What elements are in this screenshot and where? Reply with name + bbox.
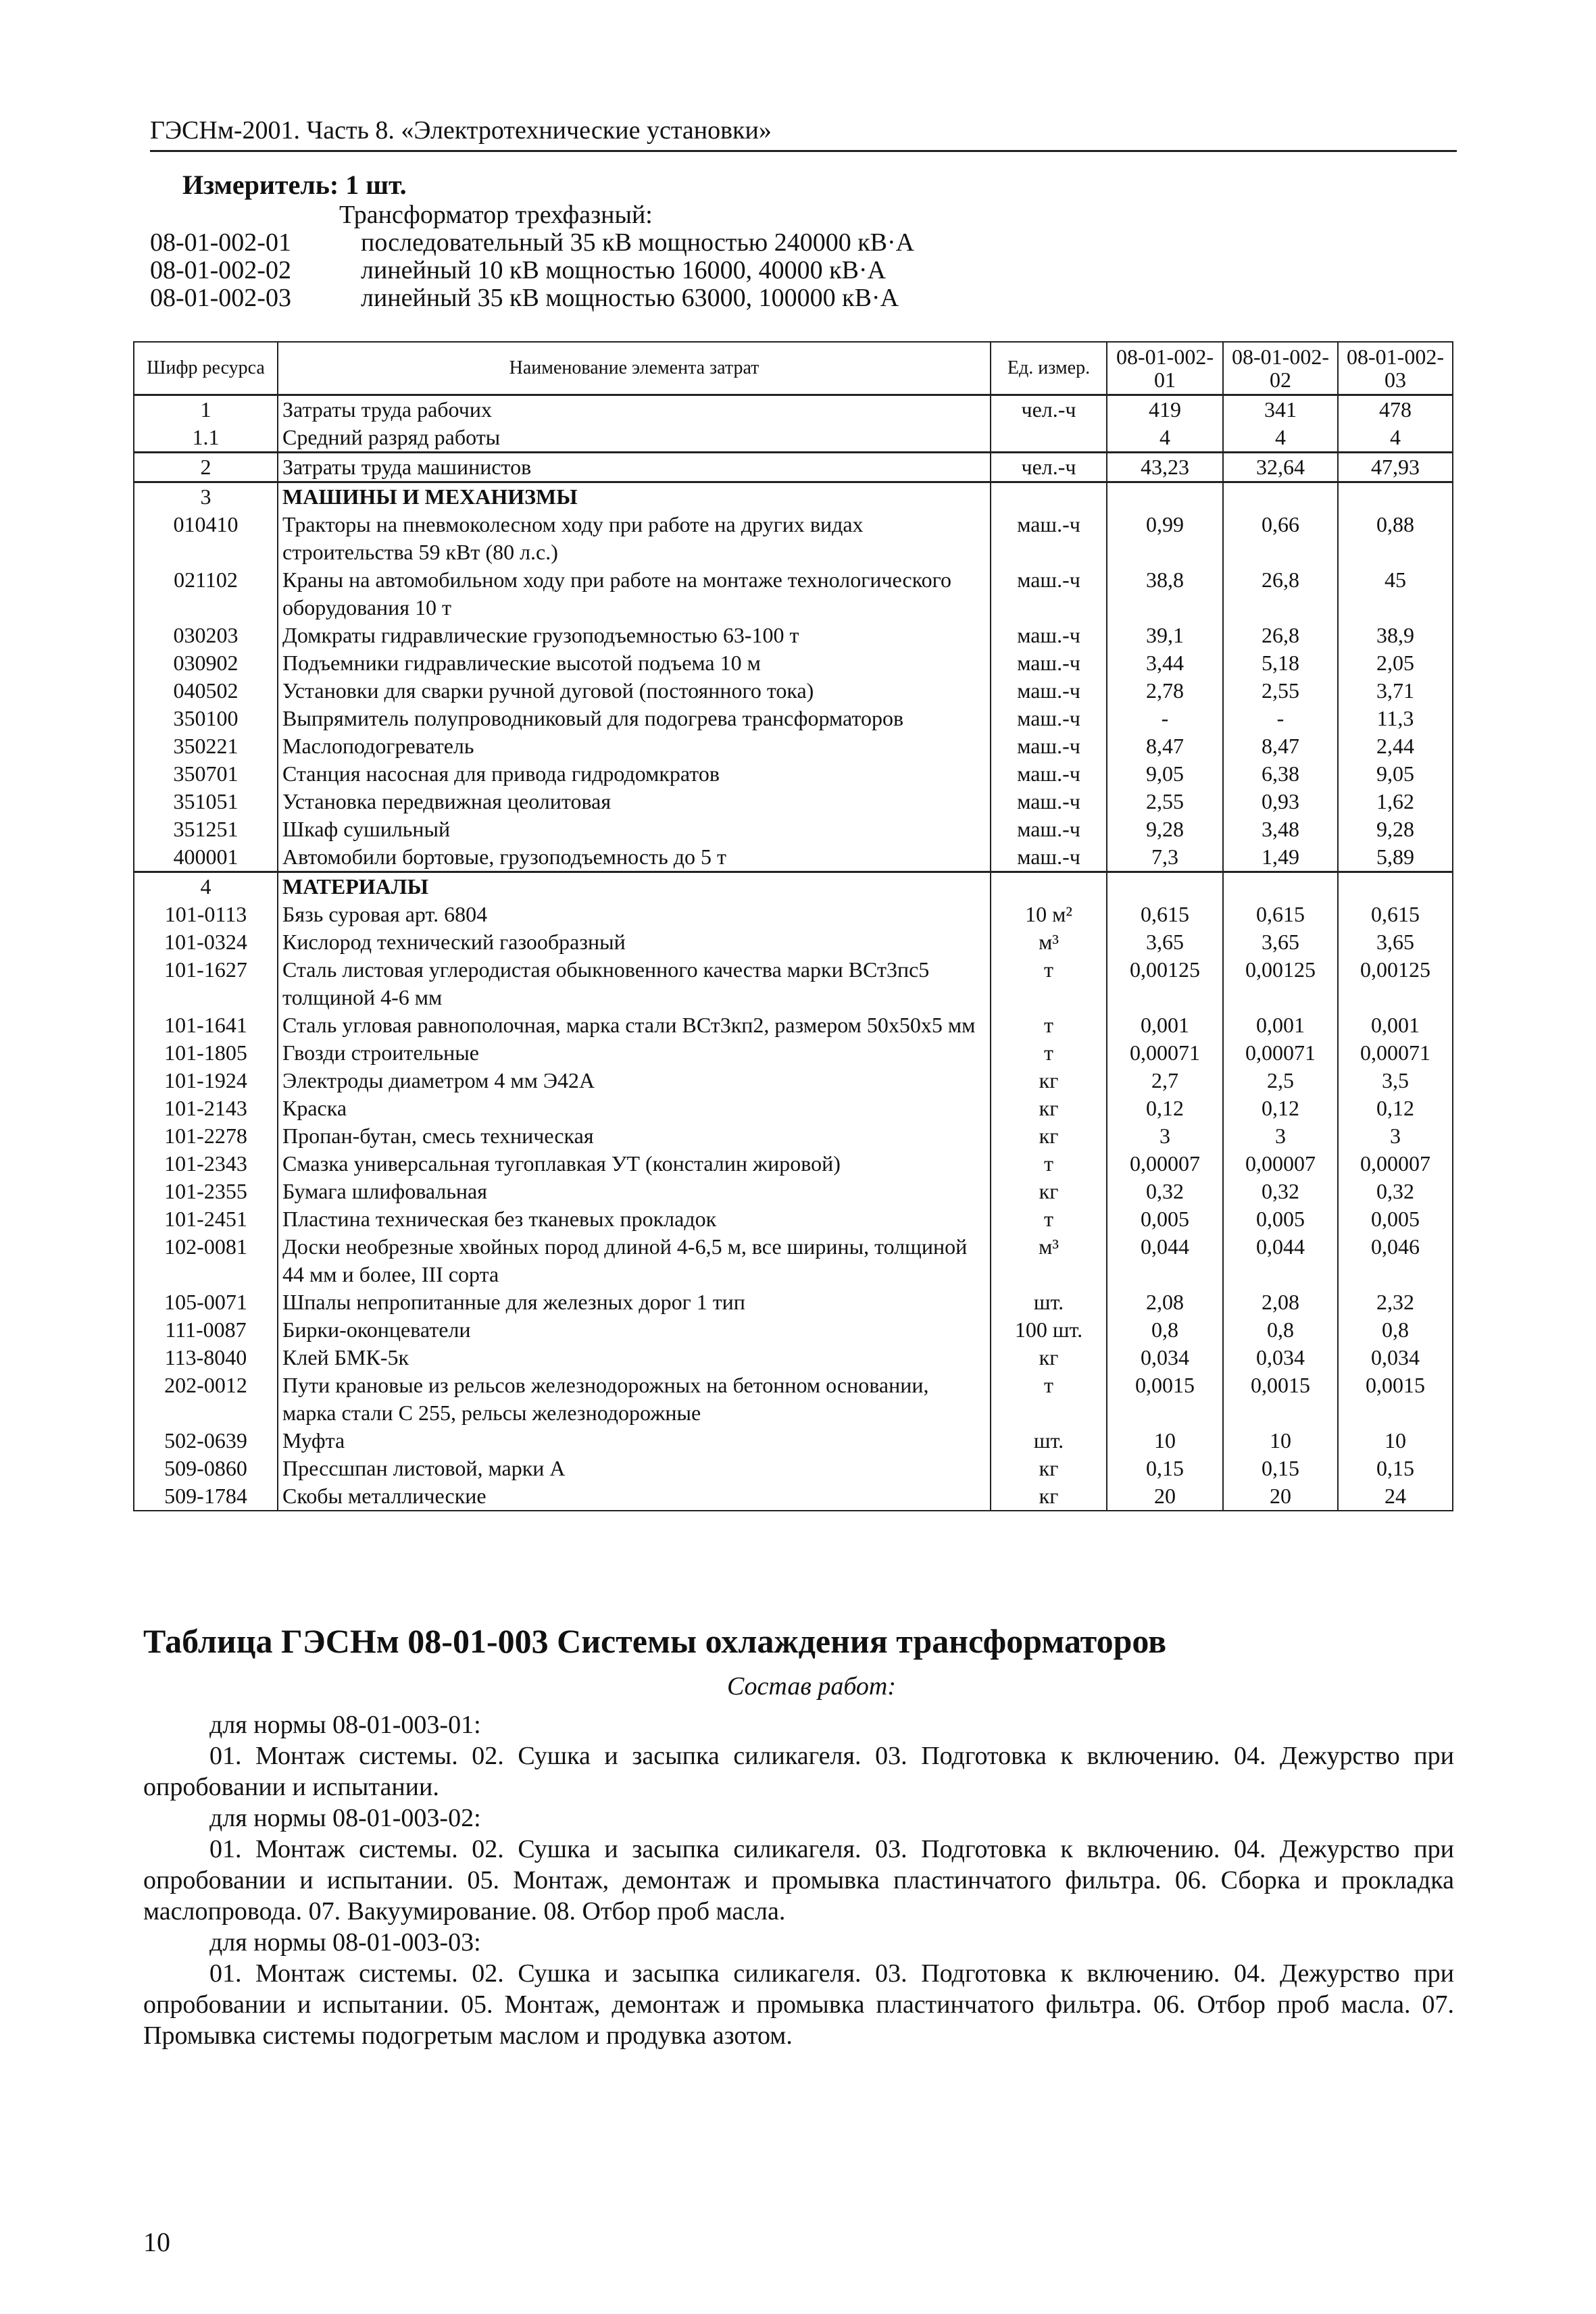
unit: кг [991, 1455, 1107, 1482]
resource-code: 3 [134, 482, 278, 511]
unit: 10 м² [991, 901, 1107, 928]
resource-name: Станция насосная для привода гидродомкратов [278, 760, 991, 788]
table-row [134, 1482, 1453, 1511]
value-norm-01: 20 [1107, 1482, 1223, 1511]
header-unit: Ед. измер. [991, 342, 1107, 395]
value-norm-03 [1338, 482, 1453, 511]
value-norm-03: 11,3 [1338, 705, 1453, 732]
value-norm-03: 0,005 [1338, 1205, 1453, 1233]
resource-name: Выпрямитель полупроводниковый для подогрева трансформаторов [278, 705, 991, 732]
value-norm-01: 10 [1107, 1427, 1223, 1455]
unit: маш.-ч [991, 649, 1107, 677]
value-norm-03: 0,046 [1338, 1233, 1453, 1288]
work-composition [143, 1709, 1454, 2051]
resource-table [133, 341, 1453, 1511]
header-code: Шифр ресурса [134, 342, 278, 395]
value-norm-01: 0,044 [1107, 1233, 1223, 1288]
table-row [134, 1039, 1453, 1067]
table-row [134, 1288, 1453, 1316]
resource-name: Установки для сварки ручной дуговой (постоянного тока) [278, 677, 991, 705]
unit: кг [991, 1482, 1107, 1511]
resource-code: 351251 [134, 815, 278, 843]
resource-code: 010410 [134, 511, 278, 566]
resource-code: 101-1627 [134, 956, 278, 1011]
value-norm-01: 7,3 [1107, 843, 1223, 872]
value-norm-03: 478 [1338, 395, 1453, 424]
resource-name: МАШИНЫ И МЕХАНИЗМЫ [278, 482, 991, 511]
table-row [134, 760, 1453, 788]
unit: чел.-ч [991, 453, 1107, 482]
value-norm-01: 0,00007 [1107, 1150, 1223, 1178]
value-norm-03: 9,28 [1338, 815, 1453, 843]
resource-name: Сталь листовая углеродистая обыкновенного качества марки ВСт3пс5 толщиной 4-6 мм [278, 956, 991, 1011]
work-paragraph: для нормы 08-01-003-02: [209, 1804, 481, 1832]
table2-subtitle: Состав работ: [726, 1672, 897, 1701]
page-number: 10 [143, 2227, 170, 2257]
table-row [134, 872, 1453, 901]
value-norm-02: 0,8 [1223, 1316, 1338, 1344]
value-norm-01: 419 [1107, 395, 1223, 424]
norm-code: 08-01-002-03 [150, 284, 291, 312]
resource-name: Прессшпан листовой, марки А [278, 1455, 991, 1482]
value-norm-03: 38,9 [1338, 622, 1453, 649]
table-row [134, 956, 1453, 1011]
value-norm-02: 0,005 [1223, 1205, 1338, 1233]
resource-code: 101-2143 [134, 1095, 278, 1122]
resource-name: Пластина техническая без тканевых прокладок [278, 1205, 991, 1233]
resource-code: 113-8040 [134, 1344, 278, 1372]
resource-code: 040502 [134, 677, 278, 705]
value-norm-02: 341 [1223, 395, 1338, 424]
value-norm-03: 0,12 [1338, 1095, 1453, 1122]
resource-code: 101-1924 [134, 1067, 278, 1095]
unit [991, 482, 1107, 511]
value-norm-03: 2,05 [1338, 649, 1453, 677]
table-row [134, 511, 1453, 566]
value-norm-03: 1,62 [1338, 788, 1453, 815]
table-row [134, 843, 1453, 872]
value-norm-01: 38,8 [1107, 566, 1223, 622]
unit: т [991, 1039, 1107, 1067]
unit: кг [991, 1344, 1107, 1372]
unit: маш.-ч [991, 622, 1107, 649]
resource-name: Краны на автомобильном ходу при работе на монтаже технологического оборудования 10 т [278, 566, 991, 622]
table-row [134, 453, 1453, 482]
resource-code: 101-2278 [134, 1122, 278, 1150]
value-norm-03: 0,001 [1338, 1011, 1453, 1039]
value-norm-03: 47,93 [1338, 453, 1453, 482]
resource-name: Клей БМК-5к [278, 1344, 991, 1372]
resource-code: 101-0113 [134, 901, 278, 928]
value-norm-01: 0,00071 [1107, 1039, 1223, 1067]
unit: 100 шт. [991, 1316, 1107, 1344]
table-row [134, 1011, 1453, 1039]
table-row [134, 1122, 1453, 1150]
resource-code: 1.1 [134, 424, 278, 453]
resource-code: 400001 [134, 843, 278, 872]
value-norm-01: 0,615 [1107, 901, 1223, 928]
resource-name: Гвозди строительные [278, 1039, 991, 1067]
value-norm-01: 0,12 [1107, 1095, 1223, 1122]
norm-code: 08-01-002-02 [150, 256, 291, 284]
value-norm-03: 2,32 [1338, 1288, 1453, 1316]
header-name: Наименование элемента затрат [278, 342, 991, 395]
unit: т [991, 1150, 1107, 1178]
value-norm-02: 3 [1223, 1122, 1338, 1150]
resource-code: 1 [134, 395, 278, 424]
resource-code: 101-1805 [134, 1039, 278, 1067]
value-norm-02: 3,65 [1223, 928, 1338, 956]
norm-description: линейный 10 кВ мощностью 16000, 40000 кВ·А [361, 256, 887, 284]
resource-name: Скобы металлические [278, 1482, 991, 1511]
value-norm-03: 3,5 [1338, 1067, 1453, 1095]
resource-name: Тракторы на пневмоколесном ходу при работе на других видах строительства 59 кВт (80 л.с.) [278, 511, 991, 566]
value-norm-02: 0,00125 [1223, 956, 1338, 1011]
value-norm-03: 4 [1338, 424, 1453, 453]
value-norm-01 [1107, 482, 1223, 511]
value-norm-03: 5,89 [1338, 843, 1453, 872]
table-row [134, 901, 1453, 928]
table-row [134, 1372, 1453, 1427]
resource-code: 509-0860 [134, 1455, 278, 1482]
header-norm-01: 08-01-002-01 [1107, 342, 1223, 395]
table-row [134, 1316, 1453, 1344]
value-norm-01: 2,55 [1107, 788, 1223, 815]
resource-code: 111-0087 [134, 1316, 278, 1344]
resource-name: Бязь суровая арт. 6804 [278, 901, 991, 928]
value-norm-01: 39,1 [1107, 622, 1223, 649]
resource-name: Домкраты гидравлические грузоподъемностью 63-100 т [278, 622, 991, 649]
value-norm-01: 3,44 [1107, 649, 1223, 677]
resource-code: 030902 [134, 649, 278, 677]
table-row [134, 1455, 1453, 1482]
table-row [134, 815, 1453, 843]
resource-name: Муфта [278, 1427, 991, 1455]
resource-code: 101-2451 [134, 1205, 278, 1233]
unit: маш.-ч [991, 732, 1107, 760]
resource-name: Кислород технический газообразный [278, 928, 991, 956]
unit: чел.-ч [991, 395, 1107, 424]
value-norm-03 [1338, 872, 1453, 901]
value-norm-01: 0,001 [1107, 1011, 1223, 1039]
value-norm-03: 9,05 [1338, 760, 1453, 788]
value-norm-02: 26,8 [1223, 622, 1338, 649]
resource-name: Затраты труда машинистов [278, 453, 991, 482]
value-norm-02: 0,12 [1223, 1095, 1338, 1122]
unit: маш.-ч [991, 760, 1107, 788]
table2-title: Таблица ГЭСНм 08-01-003 Системы охлаждения трансформаторов [143, 1622, 1167, 1660]
unit: кг [991, 1067, 1107, 1095]
table-header-row [134, 342, 1453, 395]
value-norm-02: 26,8 [1223, 566, 1338, 622]
table-row [134, 1150, 1453, 1178]
unit [991, 872, 1107, 901]
unit: маш.-ч [991, 511, 1107, 566]
resource-code: 4 [134, 872, 278, 901]
resource-name: Бирки-оконцеватели [278, 1316, 991, 1344]
value-norm-03: 10 [1338, 1427, 1453, 1455]
value-norm-03: 3,65 [1338, 928, 1453, 956]
value-norm-01: 0,8 [1107, 1316, 1223, 1344]
value-norm-02: 32,64 [1223, 453, 1338, 482]
value-norm-02: 2,08 [1223, 1288, 1338, 1316]
value-norm-01: 0,99 [1107, 511, 1223, 566]
work-paragraph: 01. Монтаж системы. 02. Сушка и засыпка силикагеля. 03. Подготовка к включению. 04. Дежурство при опробовании и испытании. 05. Монтаж, демонтаж и промывка пластинчатого фильтра. 06. Отбор проб масла. 07. Промывка системы подогретым маслом и продувка азотом. [143, 1959, 1454, 2050]
work-paragraph: 01. Монтаж системы. 02. Сушка и засыпка силикагеля. 03. Подготовка к включению. 04. Дежурство при опробовании и испытании. 05. Монтаж, демонтаж и промывка пластинчатого фильтра. 06. Сборка и прокладка маслопровода. 07. Вакуумирование. 08. Отбор проб масла. [143, 1835, 1454, 1926]
resource-code: 101-2343 [134, 1150, 278, 1178]
resource-name: Пропан-бутан, смесь техническая [278, 1122, 991, 1150]
resource-code: 030203 [134, 622, 278, 649]
value-norm-03: 0,615 [1338, 901, 1453, 928]
table-row [134, 928, 1453, 956]
unit: маш.-ч [991, 843, 1107, 872]
resource-code: 350701 [134, 760, 278, 788]
resource-code: 202-0012 [134, 1372, 278, 1427]
unit: кг [991, 1178, 1107, 1205]
norm-block [150, 201, 914, 312]
table-row [134, 566, 1453, 622]
value-norm-02 [1223, 872, 1338, 901]
work-paragraph: для нормы 08-01-003-03: [209, 1928, 481, 1957]
value-norm-01: 0,0015 [1107, 1372, 1223, 1427]
value-norm-02: 0,93 [1223, 788, 1338, 815]
resource-name: Установка передвижная цеолитовая [278, 788, 991, 815]
value-norm-02: 0,00071 [1223, 1039, 1338, 1067]
work-paragraph: для нормы 08-01-003-01: [209, 1711, 481, 1739]
resource-name: Шкаф сушильный [278, 815, 991, 843]
resource-name: Смазка универсальная тугоплавкая УТ (консталин жировой) [278, 1150, 991, 1178]
value-norm-03: 3 [1338, 1122, 1453, 1150]
value-norm-02: 0,15 [1223, 1455, 1338, 1482]
value-norm-01: 9,28 [1107, 815, 1223, 843]
value-norm-01: 43,23 [1107, 453, 1223, 482]
value-norm-03: 0,32 [1338, 1178, 1453, 1205]
resource-code: 351051 [134, 788, 278, 815]
running-header: ГЭСНм-2001. Часть 8. «Электротехнические установки» [150, 115, 1457, 152]
value-norm-01: 0,15 [1107, 1455, 1223, 1482]
value-norm-01: 0,32 [1107, 1178, 1223, 1205]
value-norm-01: 2,78 [1107, 677, 1223, 705]
resource-code: 101-2355 [134, 1178, 278, 1205]
resource-name: МАТЕРИАЛЫ [278, 872, 991, 901]
value-norm-02 [1223, 482, 1338, 511]
unit: маш.-ч [991, 815, 1107, 843]
resource-name: Бумага шлифовальная [278, 1178, 991, 1205]
value-norm-02: 10 [1223, 1427, 1338, 1455]
resource-code: 350221 [134, 732, 278, 760]
value-norm-02: - [1223, 705, 1338, 732]
unit: маш.-ч [991, 705, 1107, 732]
value-norm-01: 3,65 [1107, 928, 1223, 956]
value-norm-01: - [1107, 705, 1223, 732]
value-norm-03: 0,00007 [1338, 1150, 1453, 1178]
value-norm-02: 2,55 [1223, 677, 1338, 705]
resource-name: Маслоподогреватель [278, 732, 991, 760]
resource-code: 101-0324 [134, 928, 278, 956]
value-norm-02: 4 [1223, 424, 1338, 453]
resource-name: Доски необрезные хвойных пород длиной 4-6,5 м, все ширины, толщиной 44 мм и более, III сорта [278, 1233, 991, 1288]
norm-description: линейный 35 кВ мощностью 63000, 100000 кВ·А [361, 284, 899, 312]
table-row [134, 1427, 1453, 1455]
resource-name: Краска [278, 1095, 991, 1122]
table-row [134, 424, 1453, 453]
value-norm-03: 0,00125 [1338, 956, 1453, 1011]
value-norm-03: 0,88 [1338, 511, 1453, 566]
value-norm-02: 0,32 [1223, 1178, 1338, 1205]
resource-name: Затраты труда рабочих [278, 395, 991, 424]
unit: м³ [991, 928, 1107, 956]
value-norm-03: 2,44 [1338, 732, 1453, 760]
norm-item [150, 284, 914, 312]
table-row [134, 677, 1453, 705]
resource-code: 350100 [134, 705, 278, 732]
work-paragraph: 01. Монтаж системы. 02. Сушка и засыпка силикагеля. 03. Подготовка к включению. 04. Дежурство при опробовании и испытании. [143, 1742, 1454, 1801]
unit: шт. [991, 1427, 1107, 1455]
value-norm-02: 0,66 [1223, 511, 1338, 566]
resource-name: Пути крановые из рельсов железнодорожных на бетонном основании, марка стали С 255, рельсы железнодорожные [278, 1372, 991, 1427]
table-row [134, 395, 1453, 424]
value-norm-01: 0,005 [1107, 1205, 1223, 1233]
value-norm-01: 8,47 [1107, 732, 1223, 760]
unit: т [991, 1205, 1107, 1233]
value-norm-01: 4 [1107, 424, 1223, 453]
value-norm-01: 2,7 [1107, 1067, 1223, 1095]
value-norm-01: 9,05 [1107, 760, 1223, 788]
norm-item [150, 257, 914, 284]
table-row [134, 788, 1453, 815]
unit: кг [991, 1095, 1107, 1122]
value-norm-01: 0,00125 [1107, 956, 1223, 1011]
value-norm-03: 0,8 [1338, 1316, 1453, 1344]
resource-name: Подъемники гидравлические высотой подъема 10 м [278, 649, 991, 677]
table-row [134, 622, 1453, 649]
value-norm-02: 0,034 [1223, 1344, 1338, 1372]
table-row [134, 1233, 1453, 1288]
resource-code: 021102 [134, 566, 278, 622]
resource-name: Средний разряд работы [278, 424, 991, 453]
header-norm-02: 08-01-002-02 [1223, 342, 1338, 395]
table-row [134, 732, 1453, 760]
value-norm-03: 3,71 [1338, 677, 1453, 705]
unit: м³ [991, 1233, 1107, 1288]
value-norm-01: 3 [1107, 1122, 1223, 1150]
resource-name: Автомобили бортовые, грузоподъемность до 5 т [278, 843, 991, 872]
unit: маш.-ч [991, 788, 1107, 815]
unit [991, 424, 1107, 453]
unit: маш.-ч [991, 566, 1107, 622]
resource-code: 105-0071 [134, 1288, 278, 1316]
value-norm-02: 0,615 [1223, 901, 1338, 928]
resource-code: 502-0639 [134, 1427, 278, 1455]
value-norm-02: 8,47 [1223, 732, 1338, 760]
resource-name: Сталь угловая равнополочная, марка стали ВСт3кп2, размером 50х50х5 мм [278, 1011, 991, 1039]
value-norm-02: 1,49 [1223, 843, 1338, 872]
resource-name: Электроды диаметром 4 мм Э42А [278, 1067, 991, 1095]
resource-code: 509-1784 [134, 1482, 278, 1511]
value-norm-02: 3,48 [1223, 815, 1338, 843]
unit: т [991, 1372, 1107, 1427]
measure-unit: Измеритель: 1 шт. [182, 170, 407, 200]
table-row [134, 705, 1453, 732]
table-row [134, 1095, 1453, 1122]
value-norm-02: 2,5 [1223, 1067, 1338, 1095]
value-norm-02: 5,18 [1223, 649, 1338, 677]
resource-name: Шпалы непропитанные для железных дорог 1 тип [278, 1288, 991, 1316]
table-row [134, 1178, 1453, 1205]
value-norm-02: 0,0015 [1223, 1372, 1338, 1427]
unit: т [991, 1011, 1107, 1039]
unit: шт. [991, 1288, 1107, 1316]
value-norm-01 [1107, 872, 1223, 901]
value-norm-03: 0,00071 [1338, 1039, 1453, 1067]
table-row [134, 649, 1453, 677]
value-norm-02: 20 [1223, 1482, 1338, 1511]
norm-description: последовательный 35 кВ мощностью 240000 кВ·А [361, 228, 915, 257]
table-row [134, 1067, 1453, 1095]
value-norm-03: 24 [1338, 1482, 1453, 1511]
resource-code: 102-0081 [134, 1233, 278, 1288]
table-row [134, 482, 1453, 511]
value-norm-03: 0,034 [1338, 1344, 1453, 1372]
value-norm-01: 2,08 [1107, 1288, 1223, 1316]
value-norm-02: 0,00007 [1223, 1150, 1338, 1178]
unit: маш.-ч [991, 677, 1107, 705]
value-norm-02: 0,001 [1223, 1011, 1338, 1039]
header-norm-03: 08-01-002-03 [1338, 342, 1453, 395]
unit: т [991, 956, 1107, 1011]
value-norm-02: 0,044 [1223, 1233, 1338, 1288]
value-norm-02: 6,38 [1223, 760, 1338, 788]
unit: кг [991, 1122, 1107, 1150]
value-norm-03: 0,0015 [1338, 1372, 1453, 1427]
value-norm-03: 45 [1338, 566, 1453, 622]
block-title: Трансформатор трехфазный: [339, 201, 653, 229]
value-norm-01: 0,034 [1107, 1344, 1223, 1372]
norm-code: 08-01-002-01 [150, 228, 291, 257]
norm-item [150, 229, 914, 257]
resource-code: 101-1641 [134, 1011, 278, 1039]
value-norm-03: 0,15 [1338, 1455, 1453, 1482]
table-row [134, 1205, 1453, 1233]
resource-code: 2 [134, 453, 278, 482]
table-row [134, 1344, 1453, 1372]
